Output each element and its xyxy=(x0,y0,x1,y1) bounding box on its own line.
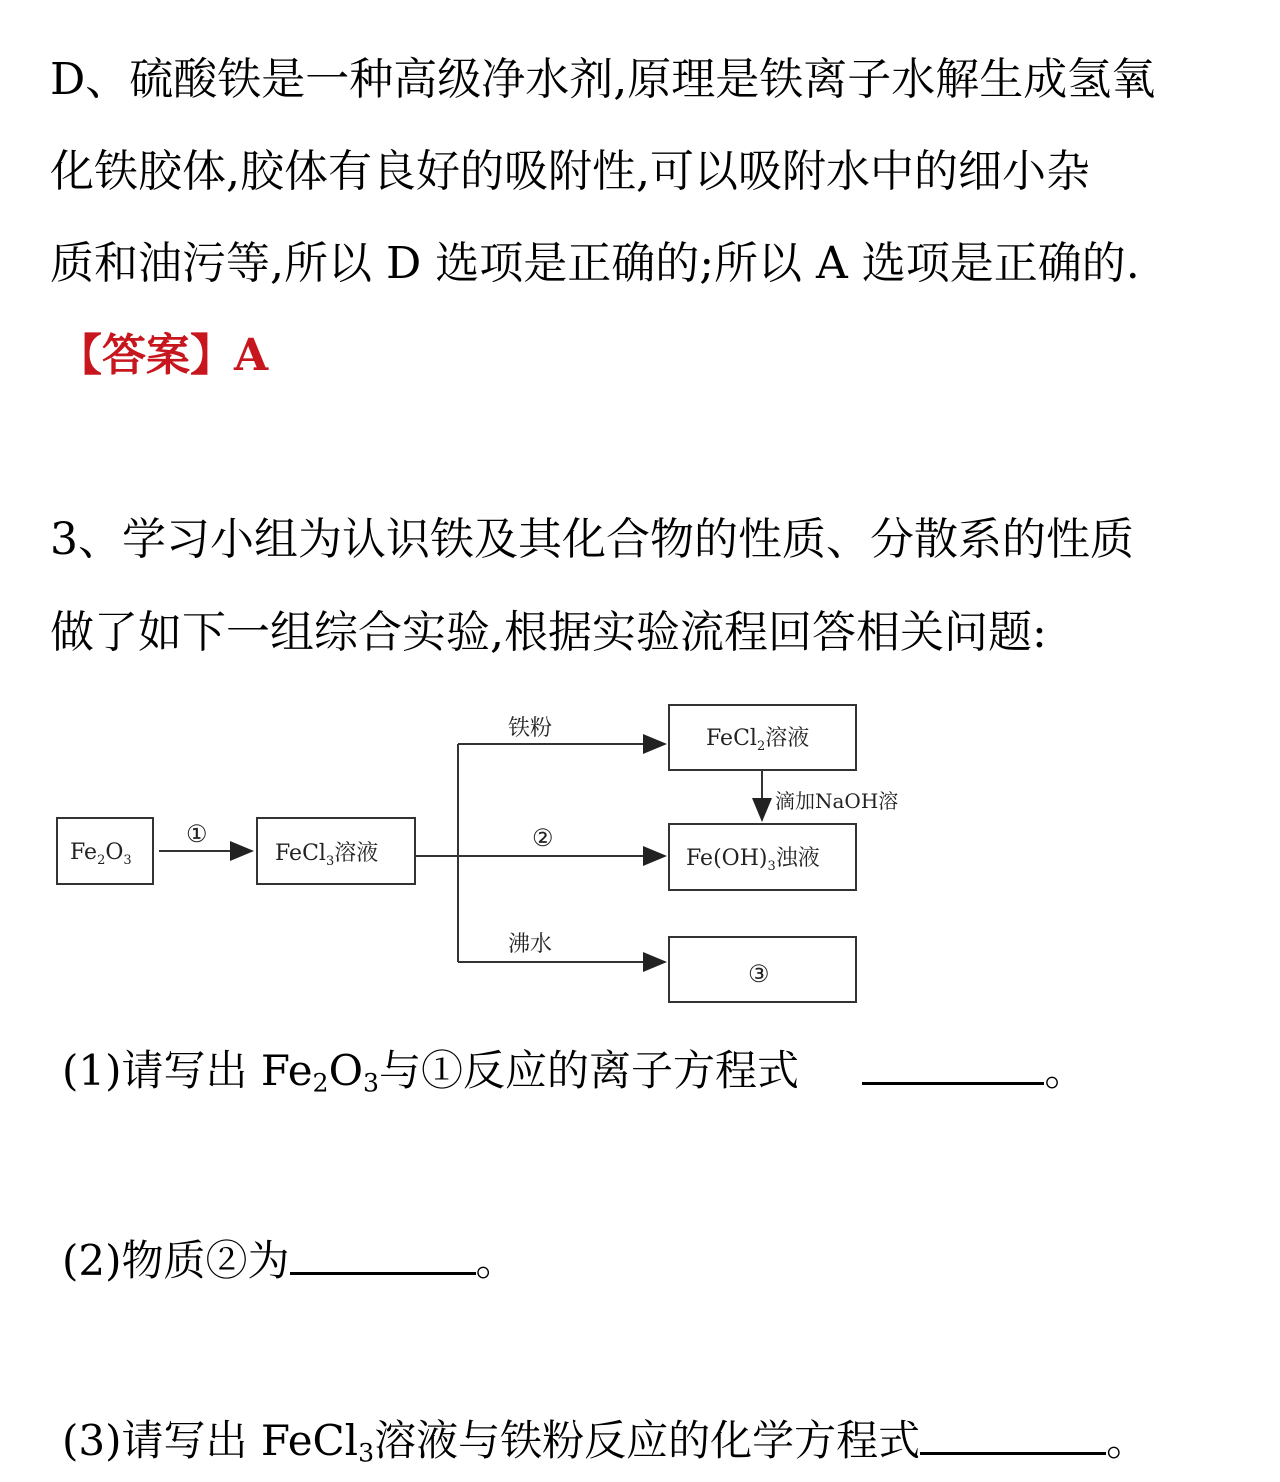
explanation-line-2: 化铁胶体,胶体有良好的吸附性,可以吸附水中的细小杂 xyxy=(50,146,1090,197)
box-fecl2 xyxy=(669,705,856,770)
subquestion-1: (1)请写出 $Fe_2O_3$与①反应的离子方程式 。 xyxy=(62,1042,1086,1099)
step-1-label: ① xyxy=(186,820,208,848)
q3-text-a: (3)请写出 FeCl xyxy=(62,1416,359,1465)
subquestion-3: (3)请写出 FeCl$_3$溶液与铁粉反应的化学方程式 。 xyxy=(62,1412,1148,1469)
label-2: ② xyxy=(532,824,554,852)
q1-text-a: (1)请写出 Fe xyxy=(62,1046,313,1095)
label-boiling-water: 沸水 xyxy=(508,932,553,957)
product-3-label: ③ xyxy=(748,960,770,988)
feoh3-label: $Fe(OH)_3$浊液 xyxy=(686,846,820,874)
question-stem-line-2: 做了如下一组综合实验,根据实验流程回答相关问题: xyxy=(50,607,1047,658)
label-iron-powder: 铁粉 xyxy=(508,716,553,741)
q2-text: (2)物质②为 xyxy=(62,1236,290,1285)
fecl3-label: FeCl$_3$溶液 xyxy=(275,841,379,869)
question-stem-line-1: 3、学习小组为认识铁及其化合物的性质、分散系的性质 xyxy=(50,514,1134,565)
fecl2-label: FeCl$_2$溶液 xyxy=(706,726,810,754)
q1-answer-blank[interactable] xyxy=(862,1042,1044,1085)
label-add-naoh: 滴加NaOH溶 xyxy=(775,789,899,813)
fe2o3-label: $Fe_2O_3$ xyxy=(70,840,132,868)
explanation-line-1: D、硫酸铁是一种高级净水剂,原理是铁离子水解生成氢氧 xyxy=(50,54,1156,105)
q3-answer-blank[interactable] xyxy=(920,1412,1106,1455)
subquestion-2: (2)物质②为 。 xyxy=(62,1232,518,1289)
q2-answer-blank[interactable] xyxy=(290,1232,476,1275)
answer-label: 【答案】A xyxy=(58,330,269,381)
explanation-line-3: 质和油污等,所以 D 选项是正确的;所以 A 选项是正确的. xyxy=(50,238,1140,289)
experiment-flow-diagram xyxy=(0,690,1280,1020)
